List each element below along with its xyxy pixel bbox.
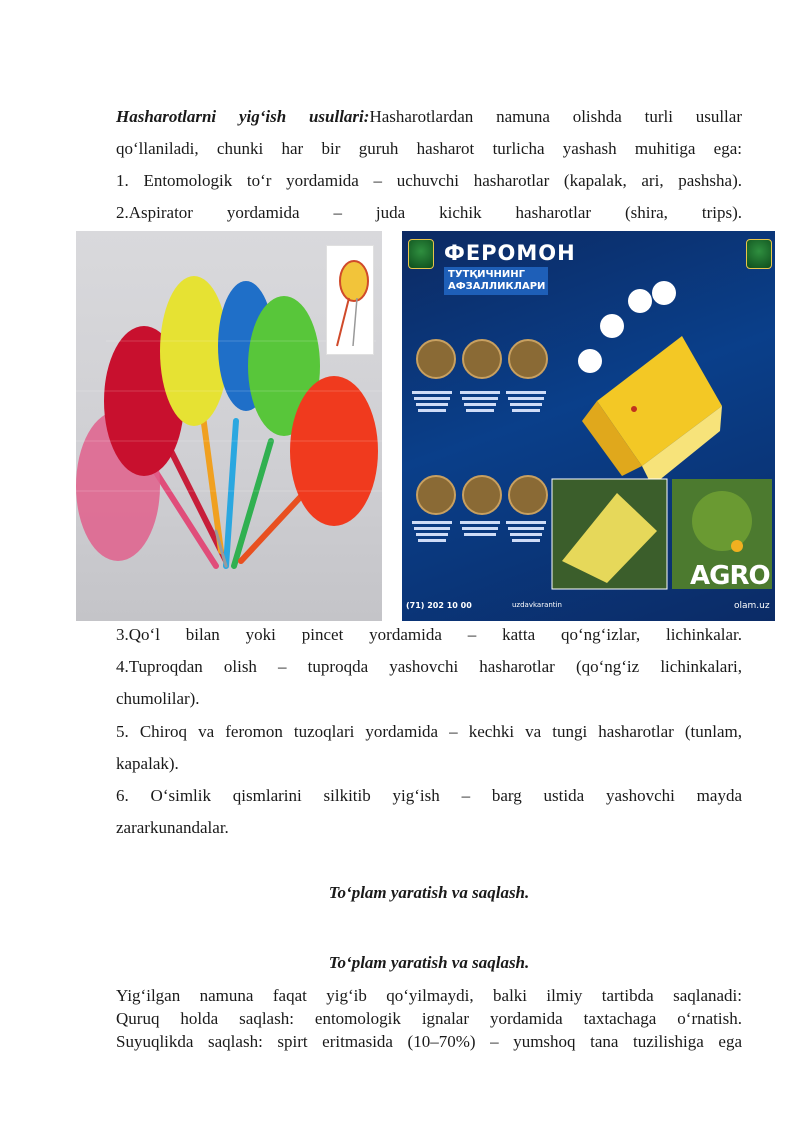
poster-phone: (71) 202 10 00 <box>406 601 472 610</box>
section-heading-2: To‘plam yaratish va saqlash. <box>328 953 530 972</box>
poster-social: uzdavkarantin <box>512 601 562 609</box>
pheromone-poster-image <box>402 231 775 621</box>
list-item-5-line-1: 5. Chiroq va feromon tuzoqlari yordamida – kechki va tungi hasharotlar (tunlam, <box>116 722 742 741</box>
list-item-6-line-1: 6. O‘simlik qismlarini silkitib yig‘ish – barg ustida yashovchi mayda <box>116 786 742 805</box>
paragraph-1-line-1-text: Hasharotlardan namuna olishda turli usullar <box>369 107 742 126</box>
list-item-4-line-1: 4.Tuproqdan olish – tuproqda yashovchi hasharotlar (qo‘ng‘iz lichinkalari, <box>116 657 742 676</box>
agro-site-text: olam.uz <box>734 601 770 611</box>
paragraph-1-line-1 <box>116 106 742 128</box>
paragraph-2-line-1: Yig‘ilgan namuna faqat yig‘ib qo‘yilmaydi, balki ilmiy tartibda saqlanadi: <box>116 986 742 1005</box>
net-inset-photo <box>326 245 374 355</box>
paragraph-1-line-2: qo‘llaniladi, chunki har bir guruh hasharot turlicha yashash muhitiga ega: <box>116 139 742 158</box>
list-item-2: 2.Aspirator yordamida – juda kichik hasharotlar (shira, trips). <box>116 203 742 222</box>
list-item-5-line-2: kapalak). <box>116 754 179 773</box>
poster-title: ФЕРОМОН <box>444 241 576 265</box>
list-item-6-line-2: zararkunandalar. <box>116 818 229 837</box>
list-item-3: 3.Qo‘l bilan yoki pincet yordamida – katta qo‘ng‘izlar, lichinkalar. <box>116 625 742 644</box>
section-title: Hasharotlarni yig‘ish usullari: <box>116 107 370 126</box>
section-heading-1: To‘plam yaratish va saqlash. <box>328 883 530 902</box>
agro-logo-text: AGRO <box>690 561 770 591</box>
poster-subtitle: ТУТҚИЧНИНГ АФЗАЛЛИКЛАРИ <box>444 267 548 295</box>
insect-nets-image <box>76 231 382 621</box>
list-item-4-line-2: chumolilar). <box>116 689 200 708</box>
paragraph-2-line-3: Suyuqlikda saqlash: spirt eritmasida (10–70%) – yumshoq tana tuzilishiga ega <box>116 1032 742 1051</box>
paragraph-2-line-2: Quruq holda saqlash: entomologik ignalar yordamida taxtachaga o‘rnatish. <box>116 1009 742 1028</box>
list-item-1: 1. Entomologik to‘r yordamida – uchuvchi hasharotlar (kapalak, ari, pashsha). <box>116 171 742 190</box>
